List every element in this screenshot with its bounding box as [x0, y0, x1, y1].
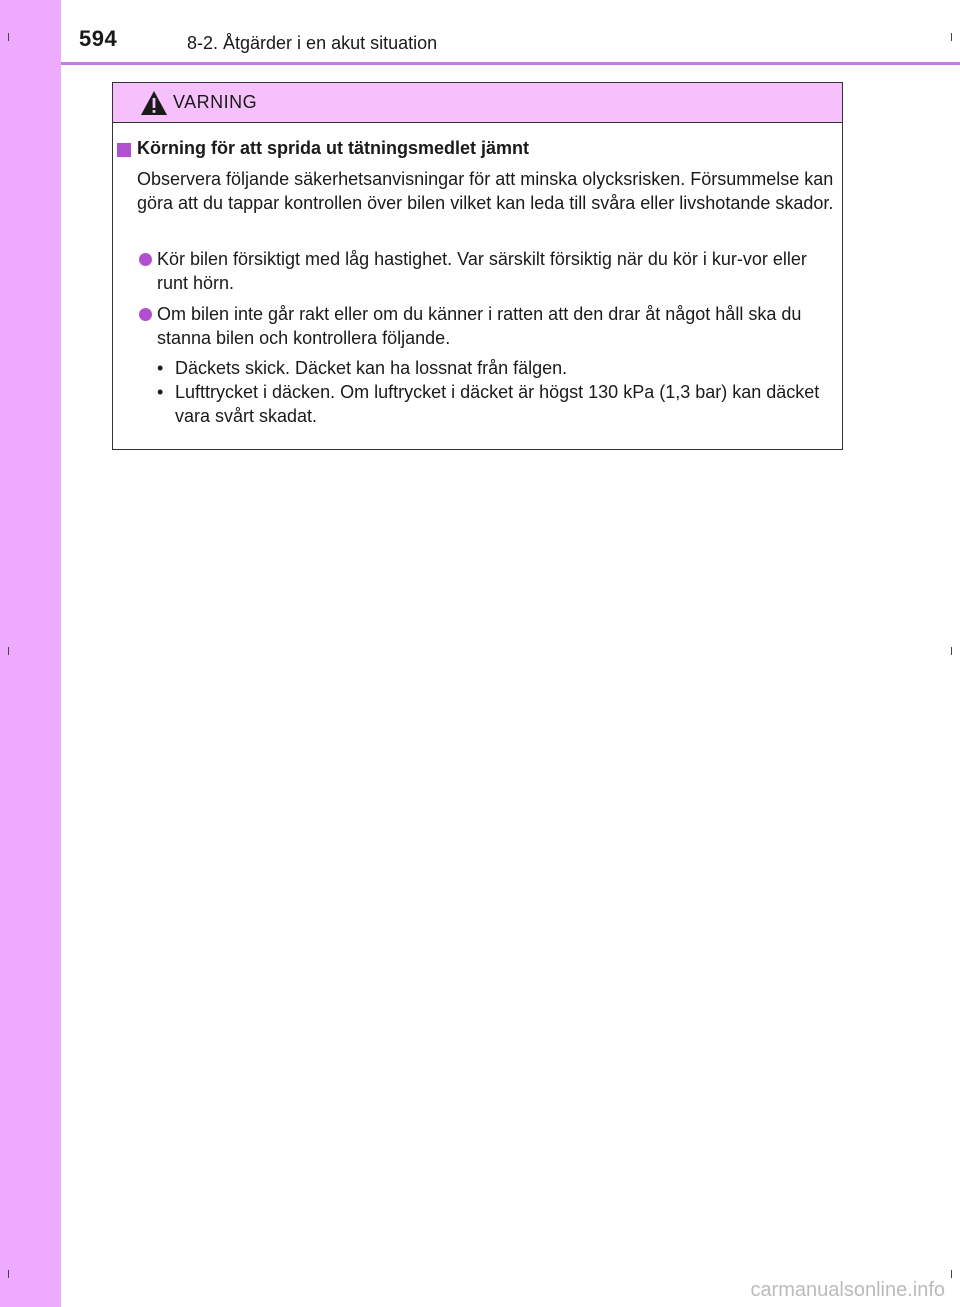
crop-mark [8, 33, 9, 41]
side-color-band [0, 0, 61, 1307]
header-rule [61, 62, 960, 65]
warning-box [112, 82, 843, 450]
crop-mark [951, 33, 952, 41]
warning-triangle-icon [140, 90, 168, 116]
crop-mark [951, 647, 952, 655]
round-bullet-icon [139, 253, 152, 266]
page-number: 594 [79, 26, 118, 51]
section-title: 8-2. Åtgärder i en akut situation [187, 33, 438, 53]
warning-heading: Körning för att sprida ut tätningsmedlet jämnt [137, 138, 530, 158]
warning-intro: Observera följande säkerhetsanvisningar för att minska olycksrisken. Försummelse kan göra att du tappar kontrollen över bilen vilket kan leda till svåra eller livshotande skador. [137, 169, 834, 213]
bullet-item: Om bilen inte går rakt eller om du känner i ratten att den drar åt något håll ska du stanna bilen och kontrollera följande. [157, 304, 802, 348]
crop-mark [8, 647, 9, 655]
crop-mark [8, 1270, 9, 1278]
warning-header [113, 83, 842, 123]
watermark: carmanualsonline.info [750, 1279, 945, 1301]
round-bullet-icon [139, 308, 152, 321]
warning-title: VARNING [173, 92, 258, 112]
crop-mark [951, 1270, 952, 1278]
sub-item: Lufttrycket i däcken. Om luftrycket i däcket är högst 130 kPa (1,3 bar) kan däcket vara svårt skadat. [175, 382, 820, 426]
square-bullet-icon [117, 143, 131, 157]
sub-bullet-mark: • [157, 382, 164, 402]
sub-item: Däckets skick. Däcket kan ha lossnat från fälgen. [175, 358, 568, 378]
bullet-item: Kör bilen försiktigt med låg hastighet. Var särskilt försiktig när du kör i kur-vor eller runt hörn. [157, 249, 807, 293]
sub-bullet-mark: • [157, 358, 164, 378]
